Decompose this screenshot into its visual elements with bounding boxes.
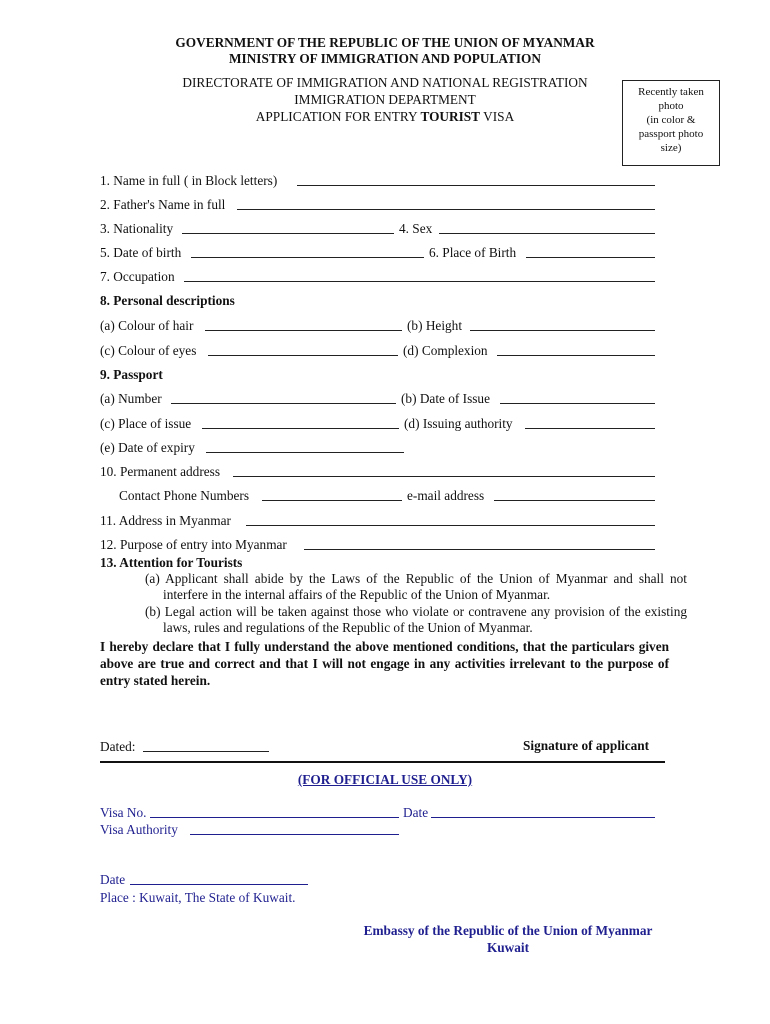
visa-date-label: Date xyxy=(403,805,429,820)
visa-date-input[interactable] xyxy=(431,807,655,818)
photo-text-1: Recently taken xyxy=(638,86,704,98)
dated-input[interactable] xyxy=(143,741,269,752)
field-purpose-input[interactable] xyxy=(304,539,655,550)
field-dob-input[interactable] xyxy=(191,247,424,258)
field-occupation-label: 7. Occupation xyxy=(100,269,175,284)
header-line-4: IMMIGRATION DEPARTMENT xyxy=(294,92,476,107)
field-authority-label: (d) Issuing authority xyxy=(404,416,513,431)
header-line-1: GOVERNMENT OF THE REPUBLIC OF THE UNION OF MYANMAR xyxy=(175,35,595,50)
field-name-input[interactable] xyxy=(297,175,655,186)
field-issue-place-input[interactable] xyxy=(202,418,399,429)
field-myanmar-address-input[interactable] xyxy=(246,515,655,526)
divider xyxy=(100,761,665,763)
photo-box[interactable] xyxy=(622,80,720,166)
header-line-5-suffix: VISA xyxy=(480,109,515,124)
field-height-input[interactable] xyxy=(470,320,655,331)
field-complexion-label: (d) Complexion xyxy=(403,343,488,358)
photo-text-3: (in color & xyxy=(646,114,696,126)
field-sex-label: 4. Sex xyxy=(399,221,433,236)
section-attention: 13. Attention for Tourists xyxy=(100,555,243,570)
field-pob-input[interactable] xyxy=(526,247,655,258)
field-eyes-input[interactable] xyxy=(208,345,398,356)
visa-authority-label: Visa Authority xyxy=(100,822,178,837)
field-hair-label: (a) Colour of hair xyxy=(100,318,194,333)
attention-item-a: (a) Applicant shall abide by the Laws of the Republic of the Union of Myanmar and shall not interfere in the internal affairs of the Republic of the Union of Myanmar. xyxy=(145,571,687,602)
field-issue-date-input[interactable] xyxy=(500,393,655,404)
section-personal: 8. Personal descriptions xyxy=(100,293,235,308)
field-address-input[interactable] xyxy=(233,466,655,477)
official-date-input[interactable] xyxy=(130,874,308,885)
field-eyes-label: (c) Colour of eyes xyxy=(100,343,197,358)
declaration: I hereby declare that I fully understand the above mentioned conditions, that the particulars given above are true and correct and that I will not engage in any activities irrelevant to the purpose of entry stated herein. xyxy=(100,639,669,688)
section-passport: 9. Passport xyxy=(100,367,163,382)
embassy-line-2: Kuwait xyxy=(486,940,530,955)
field-nationality-label: 3. Nationality xyxy=(100,221,174,236)
attention-item-b: (b) Legal action will be taken against those who violate or contravene any provision of the existing laws, rules and regulations of the Republic of the Union of Myanmar. xyxy=(145,604,687,635)
field-sex-input[interactable] xyxy=(439,223,655,234)
visa-no-label: Visa No. xyxy=(100,805,147,820)
field-expiry-label: (e) Date of expiry xyxy=(100,440,195,455)
field-number-label: (a) Number xyxy=(100,391,162,406)
photo-text-4: passport photo xyxy=(638,128,704,140)
field-father-input[interactable] xyxy=(237,199,655,210)
signature-label: Signature of applicant xyxy=(523,738,650,753)
field-authority-input[interactable] xyxy=(525,418,655,429)
official-place: Place : Kuwait, The State of Kuwait. xyxy=(100,890,296,905)
field-complexion-input[interactable] xyxy=(497,345,655,356)
header-line-5 xyxy=(100,109,670,125)
header-line-3: DIRECTORATE OF IMMIGRATION AND NATIONAL REGISTRATION xyxy=(182,75,588,90)
field-purpose-label: 12. Purpose of entry into Myanmar xyxy=(100,537,287,552)
field-address-label: 10. Permanent address xyxy=(100,464,221,479)
field-pob-label: 6. Place of Birth xyxy=(429,245,517,260)
field-height-label: (b) Height xyxy=(407,318,463,333)
field-occupation-input[interactable] xyxy=(184,271,655,282)
field-phone-label: Contact Phone Numbers xyxy=(119,488,249,503)
field-hair-input[interactable] xyxy=(205,320,402,331)
field-name-label: 1. Name in full ( in Block letters) xyxy=(100,173,278,188)
field-number-input[interactable] xyxy=(171,393,396,404)
embassy-line-1: Embassy of the Republic of the Union of Myanmar xyxy=(363,923,653,938)
official-use-title: (FOR OFFICIAL USE ONLY) xyxy=(297,772,473,787)
field-phone-input[interactable] xyxy=(262,490,402,501)
field-father-label: 2. Father's Name in full xyxy=(100,197,226,212)
header-line-5-bold: TOURIST xyxy=(420,109,481,124)
field-dob-label: 5. Date of birth xyxy=(100,245,182,260)
field-issue-place-label: (c) Place of issue xyxy=(100,416,192,431)
field-email-label: e-mail address xyxy=(407,488,485,503)
visa-no-input[interactable] xyxy=(150,807,399,818)
dated-label: Dated: xyxy=(100,739,136,754)
field-email-input[interactable] xyxy=(494,490,655,501)
field-issue-date-label: (b) Date of Issue xyxy=(401,391,490,406)
header-line-5-prefix: APPLICATION FOR ENTRY xyxy=(255,109,421,124)
field-myanmar-address-label: 11. Address in Myanmar xyxy=(100,513,231,528)
visa-authority-input[interactable] xyxy=(190,824,399,835)
signature-field[interactable] xyxy=(500,720,660,730)
field-nationality-input[interactable] xyxy=(182,223,394,234)
photo-text-5: size) xyxy=(660,142,682,154)
photo-text-2: photo xyxy=(658,100,684,112)
field-expiry-input[interactable] xyxy=(206,442,404,453)
header-line-2: MINISTRY OF IMMIGRATION AND POPULATION xyxy=(228,51,541,66)
official-date-label: Date xyxy=(100,872,126,887)
